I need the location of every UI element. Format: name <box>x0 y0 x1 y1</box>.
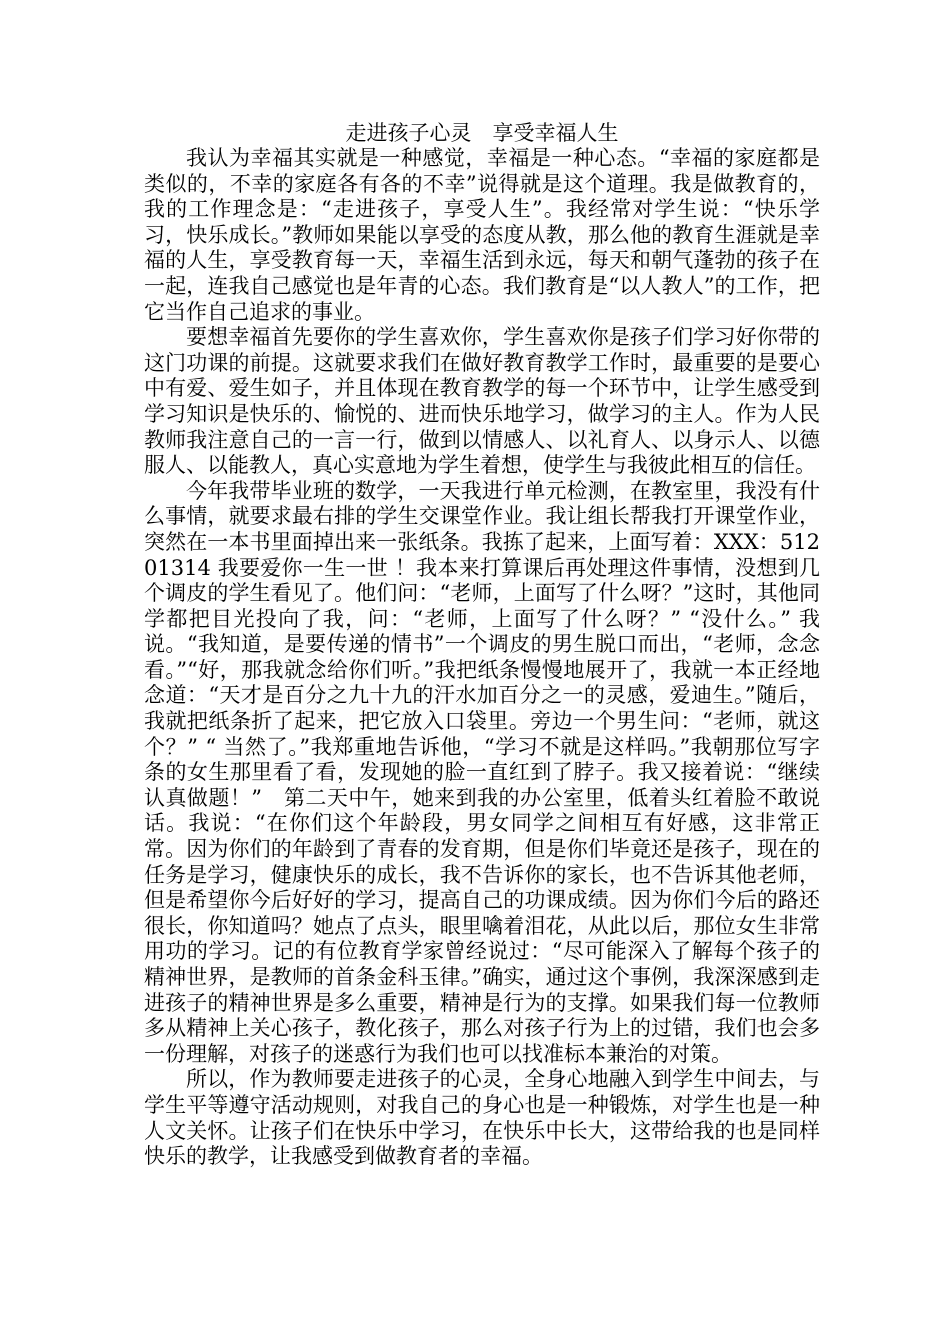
paragraph-4: 所以，作为教师要走进孩子的心灵，全身心地融入到学生中间去，与学生平等遵守活动规则，对我自己的身心也是一种锻炼，对学生也是一种人文关怀。让孩子们在快乐中学习，在快乐中长大，这带给我的也是同样快乐的教学，让我感受到做教育者的幸福。 <box>144 1067 820 1169</box>
paragraph-3: 今年我带毕业班的数学，一天我进行单元检测，在教室里，我没有什么事情，就要求最右排的学生交课堂作业。我让组长帮我打开课堂作业，突然在一本书里面掉出来一张纸条。我拣了起来，上面写着：XXX：51201314 我要爱你一生一世 ！我本来打算课后再处理这件事情，没想到几个调皮的学生看见了。他们问：“老师，上面写了什么呀？”这时，其他同学都把目光投向了我，问：“老师，上面写了什么呀？” “没什么。” 我说。“我知道，是要传递的情书”一个调皮的男生脱口而出，“老师，念念看。”“好，那我就念给你们听。”我把纸条慢慢地展开了，我就一本正经地念道：“天才是百分之九十九的汗水加百分之一的灵感，爱迪生。”随后，我就把纸条折了起来，把它放入口袋里。旁边一个男生问：“老师，就这个？” “ 当然了。”我郑重地告诉他，“学习不就是这样吗。”我朝那位写字条的女生那里看了看，发现她的脸一直红到了脖子。我又接着说：“继续认真做题！” 第二天中午，她来到我的办公室里，低着头红着脸不敢说话。我说：“在你们这个年龄段，男女同学之间相互有好感，这非常正常。因为你们的年龄到了青春的发育期，但是你们毕竟还是孩子，现在的任务是学习，健康快乐的成长，我不告诉你的家长，也不告诉其他老师，但是希望你今后好好的学习，提高自己的功课成绩。因为你们今后的路还很长，你知道吗？她点了点头，眼里噙着泪花，从此以后，那位女生非常用功的学习。记的有位教育学家曾经说过：“尽可能深入了解每个孩子的精神世界，是教师的首条金科玉律。”确实，通过这个事例，我深深感到走进孩子的精神世界是多么重要，精神是行为的支撑。如果我们每一位教师多从精神上关心孩子，教化孩子，那么对孩子行为上的过错，我们也会多一份理解，对孩子的迷惑行为我们也可以找准标本兼治的对策。 <box>144 478 820 1066</box>
paragraph-1: 我认为幸福其实就是一种感觉，幸福是一种心态。“幸福的家庭都是类似的，不幸的家庭各有各的不幸”说得就是这个道理。我是做教育的，我的工作理念是：“走进孩子，享受人生”。我经常对学生说：“快乐学习，快乐成长。”教师如果能以享受的态度从教，那么他的教育生涯就是幸福的人生，享受教育每一天，幸福生活到永远，每天和朝气蓬勃的孩子在一起，连我自己感觉也是年青的心态。我们教育是“以人教人”的工作，把它当作自己追求的事业。 <box>144 146 820 324</box>
document-title: 走进孩子心灵 享受幸福人生 <box>345 121 619 145</box>
document-page <box>144 120 820 1170</box>
paragraph-2: 要想幸福首先要你的学生喜欢你，学生喜欢你是孩子们学习好你带的这门功课的前提。这就要求我们在做好教育教学工作时，最重要的是要心中有爱、爱生如子，并且体现在教育教学的每一个环节中，让学生感受到学习知识是快乐的、愉悦的、进而快乐地学习，做学习的主人。作为人民教师我注意自己的一言一行，做到以情感人、以礼育人、以身示人、以德服人、以能教人，真心实意地为学生着想，使学生与我彼此相互的信任。 <box>144 325 820 478</box>
